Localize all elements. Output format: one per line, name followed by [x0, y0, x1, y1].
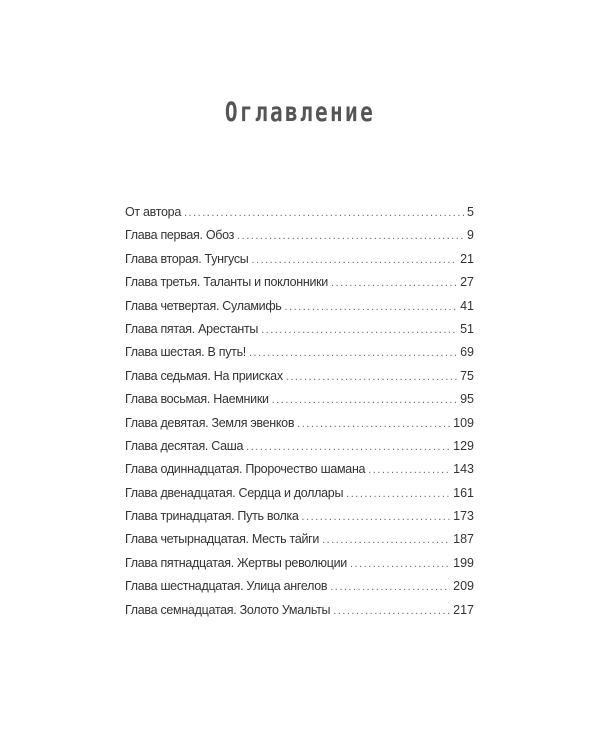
toc-dot-leader [251, 254, 457, 266]
toc-entry [125, 579, 474, 602]
toc-dot-leader [249, 347, 457, 359]
toc-entry [125, 486, 474, 509]
toc-dot-leader [184, 207, 464, 219]
toc-entry-page-number: 199 [453, 555, 474, 570]
toc-dot-leader [272, 394, 457, 406]
toc-entry-page-number: 9 [467, 228, 474, 243]
toc-entry-page-number: 27 [460, 275, 474, 290]
toc-entry [125, 369, 474, 392]
toc-entry-page-number: 143 [453, 462, 474, 477]
toc-heading: Оглавление [224, 97, 376, 128]
toc-entry-title: Глава четвертая. Суламифь [125, 298, 282, 313]
toc-entry-title: Глава шестая. В путь! [125, 345, 246, 360]
toc-entry [125, 299, 474, 322]
toc-entry [125, 322, 474, 345]
toc-list [125, 205, 474, 626]
toc-dot-leader [333, 605, 450, 617]
toc-entry-page-number: 51 [460, 321, 474, 336]
toc-dot-leader [346, 488, 450, 500]
toc-entry [125, 205, 474, 228]
toc-entry-page-number: 217 [453, 602, 474, 617]
toc-dot-leader [368, 464, 450, 476]
toc-entry-title: От автора [125, 205, 181, 219]
toc-entry [125, 532, 474, 555]
toc-dot-leader [322, 534, 450, 546]
toc-entry [125, 416, 474, 439]
toc-entry-title: Глава шестнадцатая. Улица ангелов [125, 579, 328, 594]
toc-entry-page-number: 95 [460, 392, 474, 407]
toc-entry [125, 275, 474, 298]
toc-entry-page-number: 187 [453, 532, 474, 547]
toc-entry-page-number: 173 [453, 509, 474, 524]
toc-entry [125, 462, 474, 485]
toc-entry [125, 392, 474, 415]
toc-entry-title: Глава вторая. Тунгусы [125, 251, 249, 266]
toc-dot-leader [246, 441, 450, 453]
toc-entry-title: Глава пятая. Арестанты [125, 321, 259, 336]
toc-entry-title: Глава пятнадцатая. Жертвы революции [125, 555, 347, 570]
toc-entry-title: Глава седьмая. На приисках [125, 368, 283, 383]
toc-entry [125, 556, 474, 579]
toc-entry-page-number: 5 [467, 205, 474, 219]
toc-dot-leader [297, 418, 450, 430]
toc-entry-page-number: 209 [453, 579, 474, 594]
toc-entry-title: Глава девятая. Земля эвенков [125, 415, 295, 430]
toc-entry-page-number: 21 [460, 251, 474, 266]
toc-entry-page-number: 109 [453, 415, 474, 430]
toc-entry-page-number: 75 [460, 368, 474, 383]
toc-entry-title: Глава тринадцатая. Путь волка [125, 509, 299, 524]
toc-entry-title: Глава одиннадцатая. Пророчество шамана [125, 462, 366, 477]
toc-entry [125, 603, 474, 626]
toc-entry-page-number: 161 [453, 485, 474, 500]
toc-entry [125, 228, 474, 251]
toc-dot-leader [302, 511, 451, 523]
toc-entry-title: Глава первая. Обоз [125, 228, 235, 243]
toc-dot-leader [286, 371, 457, 383]
toc-entry-page-number: 41 [460, 298, 474, 313]
toc-entry-title: Глава третья. Таланты и поклонники [125, 275, 328, 290]
toc-dot-leader [330, 581, 450, 593]
toc-entry [125, 252, 474, 275]
toc-entry-page-number: 69 [460, 345, 474, 360]
toc-dot-leader [331, 277, 457, 289]
toc-dot-leader [261, 324, 457, 336]
toc-entry [125, 439, 474, 462]
toc-entry-page-number: 129 [453, 438, 474, 453]
toc-entry-title: Глава десятая. Саша [125, 438, 244, 453]
toc-entry-title: Глава семнадцатая. Золото Умальты [125, 602, 331, 617]
toc-entry-title: Глава четырнадцатая. Месть тайги [125, 532, 320, 547]
toc-dot-leader [350, 558, 450, 570]
toc-entry-title: Глава восьмая. Наемники [125, 392, 269, 407]
toc-entry [125, 509, 474, 532]
toc-entry-title: Глава двенадцатая. Сердца и доллары [125, 485, 344, 500]
toc-dot-leader [285, 301, 458, 313]
toc-dot-leader [237, 230, 464, 242]
toc-entry [125, 345, 474, 368]
